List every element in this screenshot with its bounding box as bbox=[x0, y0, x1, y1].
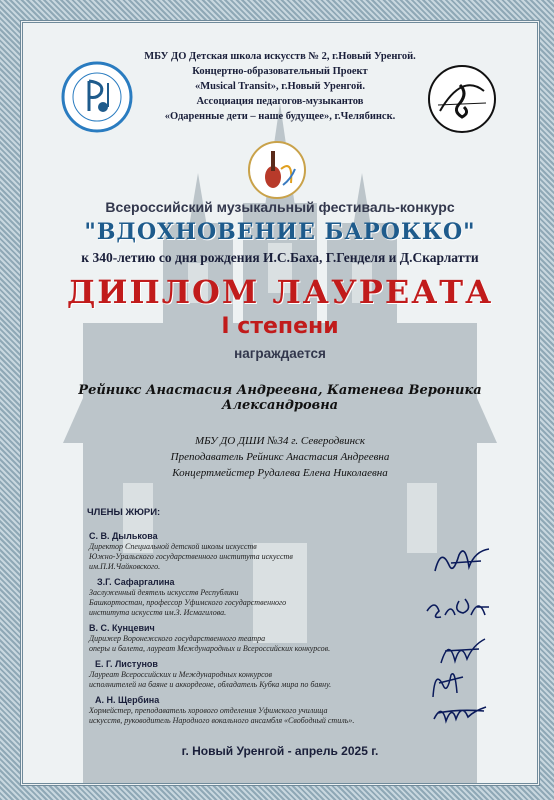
jury-member-desc: Хормейстер, преподаватель хорового отделения Уфимского училища bbox=[89, 706, 328, 715]
jury-member-name: В. С. Кунцевич bbox=[89, 623, 155, 633]
jury-member-name: Е. Г. Листунов bbox=[95, 659, 158, 669]
jury-member bbox=[89, 577, 429, 618]
jury-member-desc: оперы и балета, лауреат Международных и Всероссийских конкурсов. bbox=[89, 644, 331, 653]
jury-member-desc: им.П.И.Чайковского. bbox=[89, 562, 161, 571]
jury-member-desc: Лауреат Всероссийских и Международных конкурсов bbox=[89, 670, 272, 679]
festival-name: "ВДОХНОВЕНИЕ БАРОККО" bbox=[84, 219, 476, 245]
jury-member-desc: Южно-Уральского государственного института искусств bbox=[89, 552, 293, 561]
jury-title: ЧЛЕНЫ ЖЮРИ: bbox=[87, 507, 161, 518]
header-line: МБУ ДО Детская школа искусств № 2, г.Новый Уренгой. bbox=[144, 51, 416, 62]
header-line: Ассоциация педагогов-музыкантов bbox=[196, 96, 364, 107]
accompanist-line: Концертмейстер Рудалева Елена Николаевна bbox=[172, 467, 388, 479]
jury-member bbox=[89, 659, 429, 690]
footer-place-date: г. Новый Уренгой - апрель 2025 г. bbox=[181, 744, 379, 758]
teachers-association-logo bbox=[247, 139, 307, 201]
jury-member-desc: Дирижер Воронежского государственного театра bbox=[89, 634, 266, 643]
school-line: МБУ ДО ДШИ №34 г. Северодвинск bbox=[194, 435, 366, 447]
diploma-degree: I степени bbox=[221, 314, 339, 339]
jury-member-name: С. В. Дылькова bbox=[89, 531, 158, 541]
jury-member-desc: института искусств им.З. Исмагилова. bbox=[89, 608, 227, 617]
diploma-sheet bbox=[20, 20, 540, 786]
jury-member-name: А. Н. Щербина bbox=[95, 695, 160, 705]
jury-member-name: З.Г. Сафаргалина bbox=[97, 577, 175, 587]
jury-member-desc: искусств, руководитель Народного вокального ансамбля «Свободный стиль». bbox=[89, 716, 355, 725]
recipient-names: Рейникс Анастасия Андреевна, Катенева Вероника Александровна bbox=[78, 383, 482, 413]
header-line: Концертно-образовательный Проект bbox=[192, 66, 368, 77]
jury-member bbox=[89, 695, 429, 726]
signature-1 bbox=[431, 541, 493, 581]
signature-5 bbox=[428, 695, 490, 731]
jury-member bbox=[89, 531, 429, 572]
organizers-header bbox=[113, 49, 447, 124]
jury-member-desc: Директор Специальной детской школы искусств bbox=[89, 542, 257, 551]
jury-list bbox=[89, 531, 429, 731]
jury-member-desc: Заслуженный деятель искусств Республики bbox=[89, 588, 239, 597]
festival-title: Всероссийский музыкальный фестиваль-конкурс bbox=[105, 199, 455, 215]
musical-transit-logo bbox=[426, 63, 498, 135]
header-line: «Одаренные дети – наше будущее», г.Челябинск. bbox=[164, 111, 396, 122]
jury-member-desc: Башкортостан, профессор Уфимского государственного bbox=[89, 598, 287, 607]
diploma-title: ДИПЛОМ ЛАУРЕАТА bbox=[66, 273, 494, 311]
header-line: «Musical Transit», г.Новый Уренгой. bbox=[195, 81, 365, 92]
awarded-label: награждается bbox=[234, 346, 326, 361]
school-info bbox=[23, 433, 537, 481]
festival-anniversary: к 340-летию со дня рождения И.С.Баха, Г.Генделя и Д.Скарлатти bbox=[81, 250, 479, 265]
teacher-line: Преподаватель Рейникс Анастасия Андреевна bbox=[170, 451, 390, 463]
jury-member bbox=[89, 623, 429, 654]
jury-member-desc: исполнителей на баяне и аккордеоне, обладатель Кубка мира по баяну. bbox=[89, 680, 332, 689]
signature-3 bbox=[435, 633, 491, 669]
signature-2 bbox=[423, 589, 495, 627]
